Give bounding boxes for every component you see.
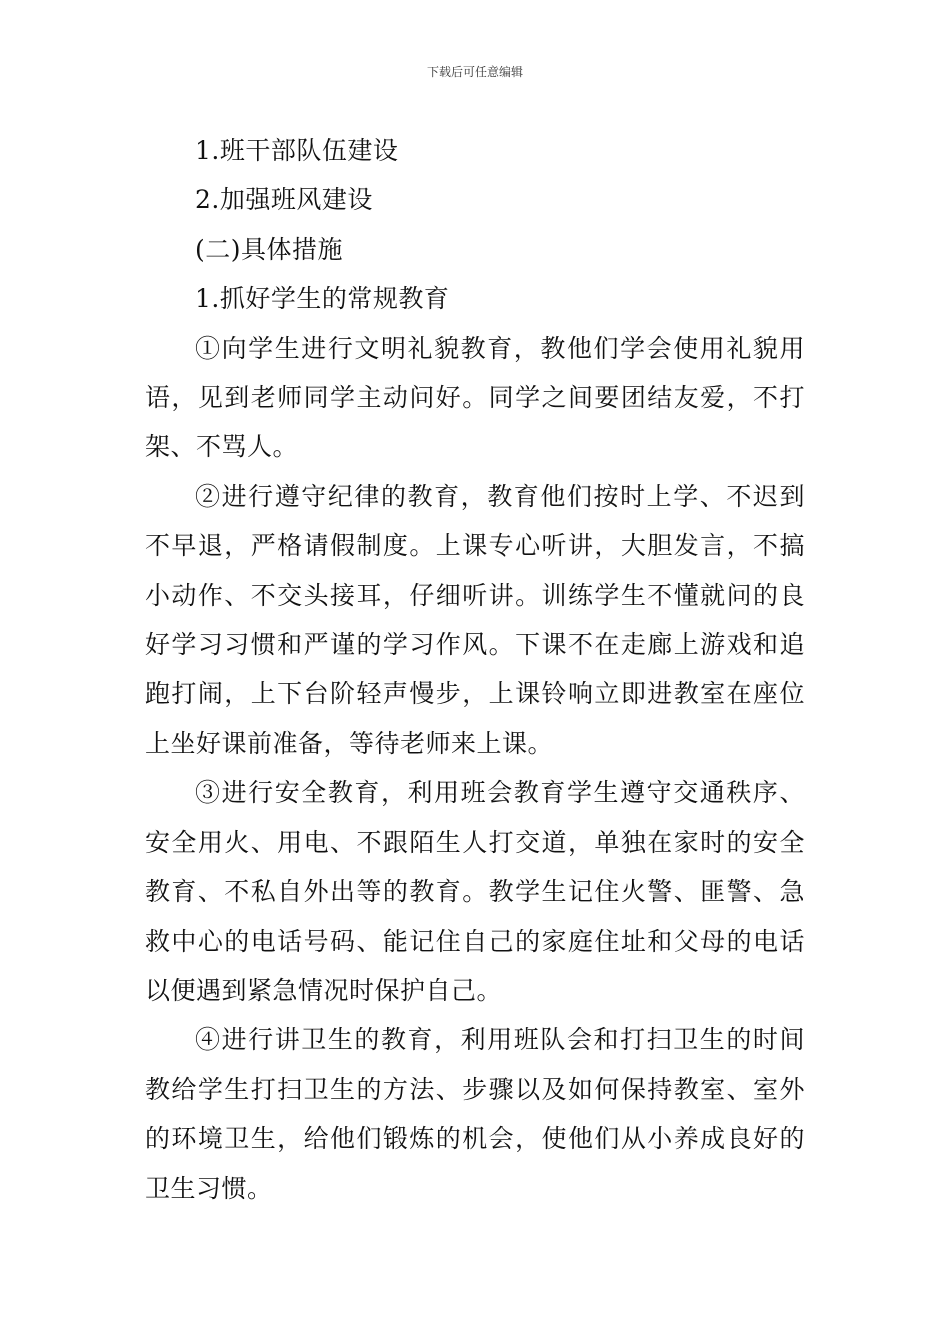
paragraph-3: (二)具体措施 <box>195 234 344 264</box>
paragraph-4: 1.抓好学生的常规教育 <box>195 284 450 314</box>
paragraph-2: 2.加强班风建设 <box>195 185 373 215</box>
page-header-note: 下载后可任意编辑 <box>426 65 523 79</box>
paragraph-5: ①向学生进行文明礼貌教育，教他们学会使用礼貌用语，见到老师同学主动问好。同学之间要团结友爱，不打架、不骂人。 <box>145 333 805 462</box>
paragraph-1: 1.班干部队伍建设 <box>195 136 399 165</box>
document-body <box>145 126 805 1213</box>
paragraph-8: ④进行讲卫生的教育，利用班队会和打扫卫生的时间教给学生打扫卫生的方法、步骤以及如何保持教室、室外的环境卫生，给他们锻炼的机会，使他们从小养成良好的卫生习惯。 <box>145 1025 805 1203</box>
paragraph-7: ③进行安全教育，利用班会教育学生遵守交通秩序、安全用火、用电、不跟陌生人打交道，单独在家时的安全教育、不私自外出等的教育。教学生记住火警、匪警、急救中心的电话号码、能记住自己的家庭住址和父母的电话以便遇到紧急情况时保护自己。 <box>145 778 805 1005</box>
paragraph-6: ②进行遵守纪律的教育，教育他们按时上学、不迟到不早退，严格请假制度。上课专心听讲，大胆发言，不搞小动作、不交头接耳，仔细听讲。训练学生不懂就问的良好学习习惯和严谨的学习作风。下课不在走廊上游戏和追跑打闹，上下台阶轻声慢步，上课铃响立即进教室在座位上坐好课前准备，等待老师来上课。 <box>145 481 805 758</box>
